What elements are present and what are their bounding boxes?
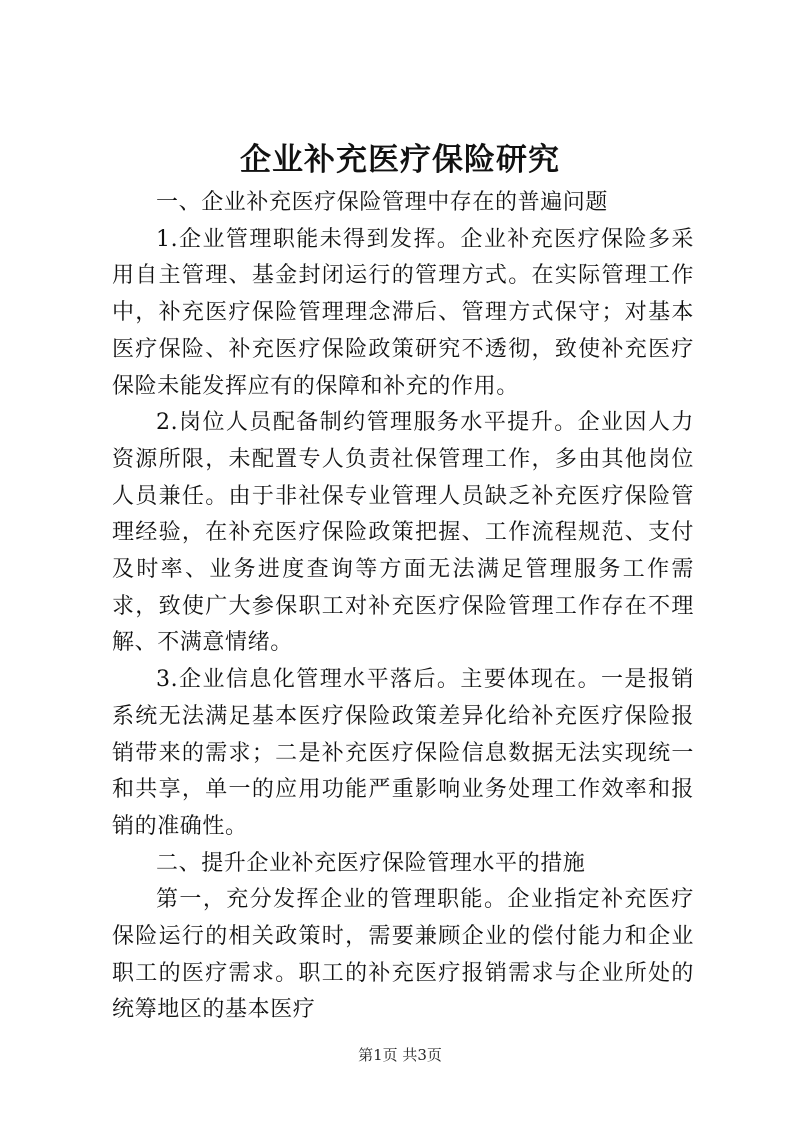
paragraph-1: 1.企业管理职能未得到发挥。企业补充医疗保险多采用自主管理、基金封闭运行的管理方式。在实际管理工作中，补充医疗保险管理理念滞后、管理方式保守；对基本医疗保险、补充医疗保险政策研究不透彻，致使补充医疗保险未能发挥应有的保障和补充的作用。 [112,226,694,399]
paragraph-3: 3.企业信息化管理水平落后。主要体现在。一是报销系统无法满足基本医疗保险政策差异化给补充医疗保险报销带来的需求；二是补充医疗保险信息数据无法实现统一和共享，单一的应用功能严重影响业务处理工作效率和报销的准确性。 [112,667,694,839]
page-footer: 第1页 共3页 [358,1046,442,1064]
document-title: 企业补充医疗保险研究 [240,142,560,178]
section-heading-1: 一、企业补充医疗保险管理中存在的普遍问题 [156,190,609,215]
section-heading-2: 二、提升企业补充医疗保险管理水平的措施 [156,850,586,876]
document-body [112,185,694,1029]
paragraph-2: 2.岗位人员配备制约管理服务水平提升。企业因人力资源所限，未配置专人负责社保管理工作，多由其他岗位人员兼任。由于非社保专业管理人员缺乏补充医疗保险管理经验，在补充医疗保险政策把握、工作流程规范、支付及时率、业务进度查询等方面无法满足管理服务工作需求，致使广大参保职工对补充医疗保险管理工作存在不理解、不满意情绪。 [112,410,694,656]
paragraph-4: 第一，充分发挥企业的管理职能。企业指定补充医疗保险运行的相关政策时，需要兼顾企业的偿付能力和企业职工的医疗需求。职工的补充医疗报销需求与企业所处的统筹地区的基本医疗 [112,887,694,1023]
